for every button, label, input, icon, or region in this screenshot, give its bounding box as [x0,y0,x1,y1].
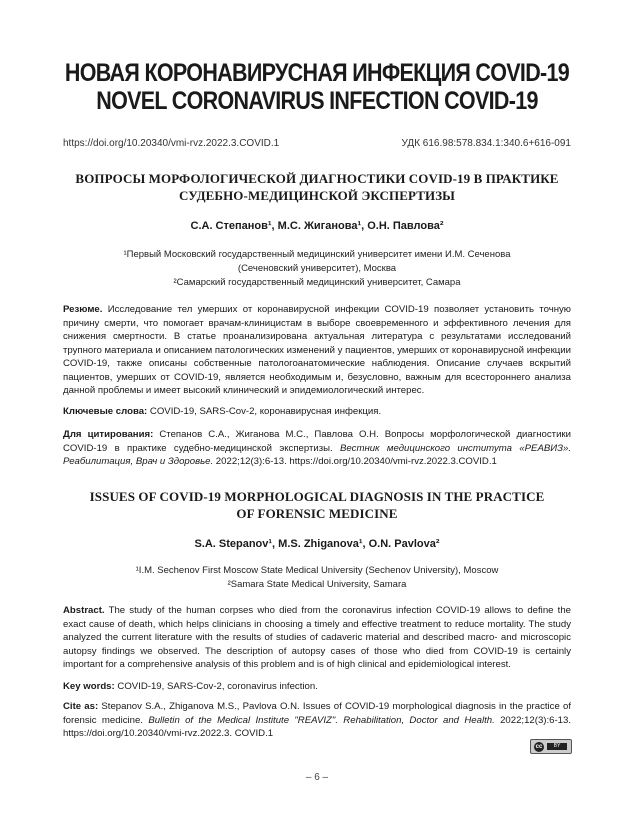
abstract-en-text: The study of the human corpses who died from the coronavirus infection COVID-19 allows to define the exact cause of death, which helps clinicians in choosing a timely and effective treatment to reduce mortality. The study analyzed the current literature with the results of studies of cadaveric material and described macro- and microscopic autopsy findings we observed. The description of autopsy cases of those who died from COVID-19 is certainly important for a comprehensive analysis of this problem and is of high clinical and epidemiological interest. [63,605,571,670]
keywords-en-label: Key words: [63,681,115,692]
citation-en-label: Cite as: [63,701,99,712]
citation-en-text1: Stepanov S.A., Zhiganova M.S., Pavlova O.N. Issues of COVID-19 morphological diagnosis in the practice of forensic medicine. [63,701,572,726]
affil-en-2: ²Samara State Medical University, Samara [227,579,407,590]
citation-ru-text1: Степанов С.А., Жиганова М.С., Павлова О.Н. Вопросы морфологической диагностики COVID-19 в практике судебно-медицинской экспертизы. [63,429,571,454]
by-icon: BY [547,743,567,750]
abstract-ru [63,303,571,398]
abstract-en [63,604,571,672]
citation-ru-label: Для цитирования: [63,429,154,440]
citation-ru-text2: 2022;12(3):6-13. https://doi.org/10.20340/vmi-rvz.2022.3.COVID.1 [213,456,497,467]
affil-ru-3: ²Самарский государственный медицинский университет, Самара [173,277,461,288]
article-title-ru-line2: СУДЕБНО-МЕДИЦИНСКОЙ ЭКСПЕРТИЗЫ [178,188,456,203]
citation-ru [63,428,571,469]
cc-icon: cc [535,743,543,750]
keywords-ru-label: Ключевые слова: [63,406,148,417]
article-title-en-line1: ISSUES OF COVID-19 MORPHOLOGICAL DIAGNOSIS IN THE PRACTICE [89,489,545,504]
citation-en-journal: Bulletin of the Medical Institute "REAVIZ". Rehabilitation, Doctor and Health. [148,714,495,726]
affil-en-1: ¹I.M. Sechenov First Moscow State Medical University (Sechenov University), Moscow [135,565,499,576]
page-number: – 6 – [305,772,329,783]
cc-license-badge[interactable] [530,739,572,754]
affil-ru-1: ¹Первый Московский государственный медицинский университет имени И.М. Сеченова [123,249,511,260]
abstract-ru-text: Исследование тел умерших от коронавирусной инфекции COVID-19 позволяет установить точную причину смерти, что помогает врачам-клиницистам в выборе своевременного и эффективного лечения для снижения смертности. В статье проанализирована актуальная литература с результатами исследований трупного материала и описанием патологических изменений у пациентов, умерших от коронавирусной инфекции COVID-19, также описаны собственные патологоанатомические наблюдения. Описание случаев вскрытий пациентов, умерших от COVID-19, является необходимым и, безусловно, важным для всестороннего анализа данной проблемы и имеет высокий клинический и эпидемиологический интерес. [63,304,571,396]
keywords-ru-text: COVID-19, SARS-Cov-2, коронавирусная инфекция. [147,406,382,417]
keywords-en [63,680,571,694]
abstract-ru-label: Резюме. [63,304,103,315]
authors-ru: С.А. Степанов¹, М.С. Жиганова¹, О.Н. Павлова² [190,220,444,232]
affiliations-en [60,564,574,592]
udk-code: УДК 616.98:578.834.1:340.6+616-091 [401,138,571,149]
article-title-ru-line1: ВОПРОСЫ МОРФОЛОГИЧЕСКОЙ ДИАГНОСТИКИ COVID-19 В ПРАКТИКЕ [75,171,559,186]
article-title-en [70,488,564,522]
affil-ru-2: (Сеченовский университет), Москва [237,263,397,274]
doi-link[interactable]: https://doi.org/10.20340/vmi-rvz.2022.3.COVID.1 [63,138,280,149]
citation-ru-journal: Вестник медицинского института «РЕАВИЗ». Реабилитация, Врач и Здоровье. [63,442,571,467]
article-title-ru [70,170,564,204]
affiliations-ru [60,248,574,290]
section-title-ru: НОВАЯ КОРОНАВИРУСНАЯ ИНФЕКЦИЯ COVID-19 [64,59,570,87]
keywords-en-text: COVID-19, SARS-Cov-2, coronavirus infection. [114,681,318,692]
authors-en: S.A. Stepanov¹, M.S. Zhiganova¹, O.N. Pavlova² [194,538,440,550]
keywords-ru [63,405,571,419]
citation-en-text2: 2022;12(3):6-13. https://doi.org/10.20340/vmi-rvz.2022.3. COVID.1 [63,714,572,739]
section-title-en: NOVEL CORONAVIRUS INFECTION COVID-19 [96,87,538,115]
article-title-en-line2: OF FORENSIC MEDICINE [236,506,398,521]
citation-en [63,700,571,741]
abstract-en-label: Abstract. [63,605,105,616]
